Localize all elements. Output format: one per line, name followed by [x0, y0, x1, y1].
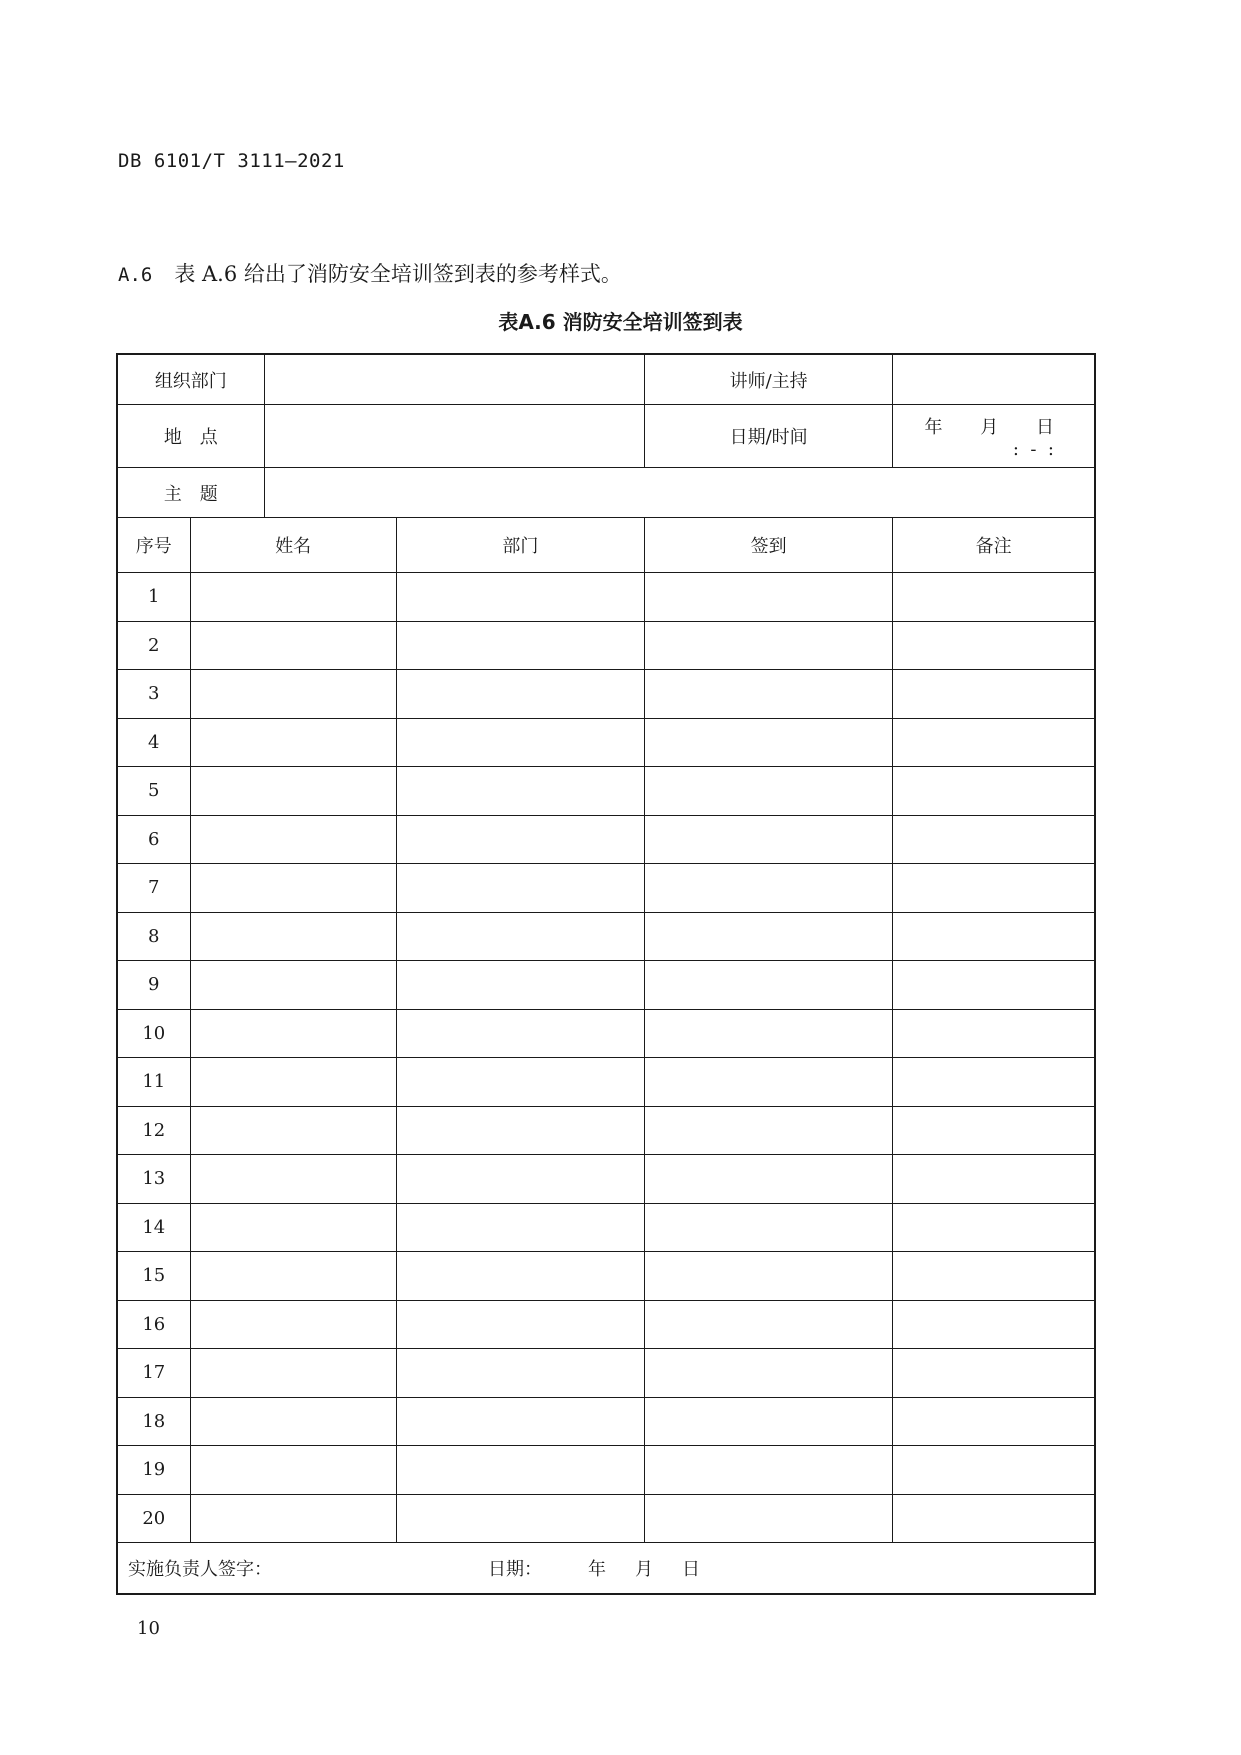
remarks-cell[interactable] — [893, 1203, 1095, 1252]
remarks-cell[interactable] — [893, 961, 1095, 1010]
date-day: 日 — [1036, 416, 1054, 438]
name-cell[interactable] — [190, 573, 396, 622]
table-row — [117, 1106, 1095, 1155]
remarks-cell[interactable] — [893, 1058, 1095, 1107]
remarks-cell[interactable] — [893, 1009, 1095, 1058]
name-cell[interactable] — [190, 1349, 396, 1398]
table-row — [117, 864, 1095, 913]
department-cell[interactable] — [396, 718, 644, 767]
info-row-organizer — [117, 354, 1095, 405]
table-row — [117, 670, 1095, 719]
row-seq-number: 7 — [117, 864, 190, 913]
signin-cell[interactable] — [645, 1155, 893, 1204]
signin-cell[interactable] — [645, 767, 893, 816]
remarks-cell[interactable] — [893, 1349, 1095, 1398]
department-cell[interactable] — [396, 961, 644, 1010]
col-header-seq: 序号 — [117, 518, 190, 573]
name-cell[interactable] — [190, 1009, 396, 1058]
footer-date-label: 日期： — [488, 1559, 542, 1580]
table-row — [117, 961, 1095, 1010]
remarks-cell[interactable] — [893, 1252, 1095, 1301]
row-seq-number: 17 — [117, 1349, 190, 1398]
signin-cell[interactable] — [645, 815, 893, 864]
department-cell[interactable] — [396, 1446, 644, 1495]
department-cell[interactable] — [396, 1252, 644, 1301]
row-seq-number: 9 — [117, 961, 190, 1010]
row-seq-number: 6 — [117, 815, 190, 864]
department-cell[interactable] — [396, 573, 644, 622]
name-cell[interactable] — [190, 912, 396, 961]
footer-month: 月 — [635, 1559, 653, 1580]
table-row — [117, 912, 1095, 961]
name-cell[interactable] — [190, 1494, 396, 1543]
signin-cell[interactable] — [645, 1203, 893, 1252]
col-header-department: 部门 — [396, 518, 644, 573]
row-seq-number: 8 — [117, 912, 190, 961]
date-month: 月 — [980, 416, 999, 438]
signin-cell[interactable] — [645, 1106, 893, 1155]
table-row — [117, 1494, 1095, 1543]
table-body — [117, 573, 1095, 1543]
department-cell[interactable] — [396, 864, 644, 913]
table-row — [117, 815, 1095, 864]
datetime-value-cell[interactable] — [893, 405, 1095, 468]
date-year: 年 — [924, 416, 943, 438]
name-cell[interactable] — [190, 621, 396, 670]
name-cell[interactable] — [190, 961, 396, 1010]
department-cell[interactable] — [396, 1009, 644, 1058]
remarks-cell[interactable] — [893, 815, 1095, 864]
remarks-cell[interactable] — [893, 621, 1095, 670]
name-cell[interactable] — [190, 864, 396, 913]
row-seq-number: 14 — [117, 1203, 190, 1252]
datetime-label: 日期/时间 — [645, 405, 893, 468]
table-row — [117, 1203, 1095, 1252]
table-row — [117, 621, 1095, 670]
name-cell[interactable] — [190, 1106, 396, 1155]
department-cell[interactable] — [396, 912, 644, 961]
department-cell[interactable] — [396, 670, 644, 719]
department-cell[interactable] — [396, 621, 644, 670]
table-row — [117, 573, 1095, 622]
remarks-cell[interactable] — [893, 1494, 1095, 1543]
table-row — [117, 1252, 1095, 1301]
info-row-topic — [117, 468, 1095, 518]
signin-cell[interactable] — [645, 1058, 893, 1107]
table-row — [117, 1155, 1095, 1204]
name-cell[interactable] — [190, 767, 396, 816]
org-label: 组织部门 — [117, 354, 264, 405]
table-row — [117, 1446, 1095, 1495]
signin-cell[interactable] — [645, 912, 893, 961]
row-seq-number: 11 — [117, 1058, 190, 1107]
name-cell[interactable] — [190, 1446, 396, 1495]
footer-cell[interactable] — [117, 1543, 1095, 1595]
signin-cell[interactable] — [645, 1349, 893, 1398]
row-seq-number: 20 — [117, 1494, 190, 1543]
department-cell[interactable] — [396, 1155, 644, 1204]
page-number: 10 — [137, 1618, 160, 1639]
name-cell[interactable] — [190, 670, 396, 719]
remarks-cell[interactable] — [893, 1300, 1095, 1349]
name-cell[interactable] — [190, 1058, 396, 1107]
signin-cell[interactable] — [645, 621, 893, 670]
remarks-cell[interactable] — [893, 573, 1095, 622]
row-seq-number: 13 — [117, 1155, 190, 1204]
name-cell[interactable] — [190, 1300, 396, 1349]
department-cell[interactable] — [396, 815, 644, 864]
table-row — [117, 1009, 1095, 1058]
table-row — [117, 1058, 1095, 1107]
department-cell[interactable] — [396, 1397, 644, 1446]
row-seq-number: 3 — [117, 670, 190, 719]
signin-cell[interactable] — [645, 1397, 893, 1446]
department-cell[interactable] — [396, 1203, 644, 1252]
signin-cell[interactable] — [645, 1252, 893, 1301]
row-seq-number: 18 — [117, 1397, 190, 1446]
row-seq-number: 16 — [117, 1300, 190, 1349]
remarks-cell[interactable] — [893, 864, 1095, 913]
remarks-cell[interactable] — [893, 1106, 1095, 1155]
location-label: 地 点 — [117, 405, 264, 468]
signin-cell[interactable] — [645, 670, 893, 719]
topic-label: 主 题 — [117, 468, 264, 518]
row-seq-number: 2 — [117, 621, 190, 670]
signin-cell[interactable] — [645, 1494, 893, 1543]
org-value-cell[interactable] — [264, 354, 644, 405]
name-cell[interactable] — [190, 718, 396, 767]
time-placeholder: : - : — [1012, 438, 1054, 460]
clause-number: A.6 — [118, 264, 153, 286]
remarks-cell[interactable] — [893, 718, 1095, 767]
clause-text: 表 A.6 给出了消防安全培训签到表的参考样式。 — [174, 262, 622, 286]
col-header-name: 姓名 — [190, 518, 396, 573]
clause-paragraph — [118, 258, 622, 288]
col-header-remarks: 备注 — [893, 518, 1095, 573]
name-cell[interactable] — [190, 1252, 396, 1301]
signin-cell[interactable] — [645, 1300, 893, 1349]
signin-cell[interactable] — [645, 864, 893, 913]
department-cell[interactable] — [396, 1494, 644, 1543]
lecturer-value-cell[interactable] — [893, 354, 1095, 405]
department-cell[interactable] — [396, 767, 644, 816]
column-header-row — [117, 518, 1095, 573]
remarks-cell[interactable] — [893, 1446, 1095, 1495]
remarks-cell[interactable] — [893, 767, 1095, 816]
table-row — [117, 1300, 1095, 1349]
row-seq-number: 5 — [117, 767, 190, 816]
name-cell[interactable] — [190, 1397, 396, 1446]
name-cell[interactable] — [190, 1203, 396, 1252]
topic-value-cell[interactable] — [264, 468, 1095, 518]
table-row — [117, 1349, 1095, 1398]
row-seq-number: 19 — [117, 1446, 190, 1495]
row-seq-number: 15 — [117, 1252, 190, 1301]
footer-day: 日 — [682, 1559, 700, 1580]
col-header-signin: 签到 — [645, 518, 893, 573]
row-seq-number: 10 — [117, 1009, 190, 1058]
table-row — [117, 767, 1095, 816]
signin-cell[interactable] — [645, 573, 893, 622]
remarks-cell[interactable] — [893, 1155, 1095, 1204]
remarks-cell[interactable] — [893, 670, 1095, 719]
row-seq-number: 1 — [117, 573, 190, 622]
sign-in-table — [116, 353, 1096, 1595]
department-cell[interactable] — [396, 1349, 644, 1398]
location-value-cell[interactable] — [264, 405, 644, 468]
document-code: DB 6101/T 3111—2021 — [118, 150, 345, 172]
footer-row — [117, 1543, 1095, 1595]
name-cell[interactable] — [190, 1155, 396, 1204]
table-row — [117, 718, 1095, 767]
signin-cell[interactable] — [645, 1009, 893, 1058]
table-row — [117, 1397, 1095, 1446]
name-cell[interactable] — [190, 815, 396, 864]
signer-label: 实施负责人签字： — [128, 1559, 272, 1580]
remarks-cell[interactable] — [893, 1397, 1095, 1446]
department-cell[interactable] — [396, 1300, 644, 1349]
signin-cell[interactable] — [645, 961, 893, 1010]
department-cell[interactable] — [396, 1058, 644, 1107]
footer-year: 年 — [588, 1559, 606, 1580]
row-seq-number: 12 — [117, 1106, 190, 1155]
row-seq-number: 4 — [117, 718, 190, 767]
info-row-location — [117, 405, 1095, 468]
remarks-cell[interactable] — [893, 912, 1095, 961]
table-title: 表A.6 消防安全培训签到表 — [498, 310, 743, 334]
signin-cell[interactable] — [645, 1446, 893, 1495]
lecturer-label: 讲师/主持 — [645, 354, 893, 405]
signin-cell[interactable] — [645, 718, 893, 767]
department-cell[interactable] — [396, 1106, 644, 1155]
